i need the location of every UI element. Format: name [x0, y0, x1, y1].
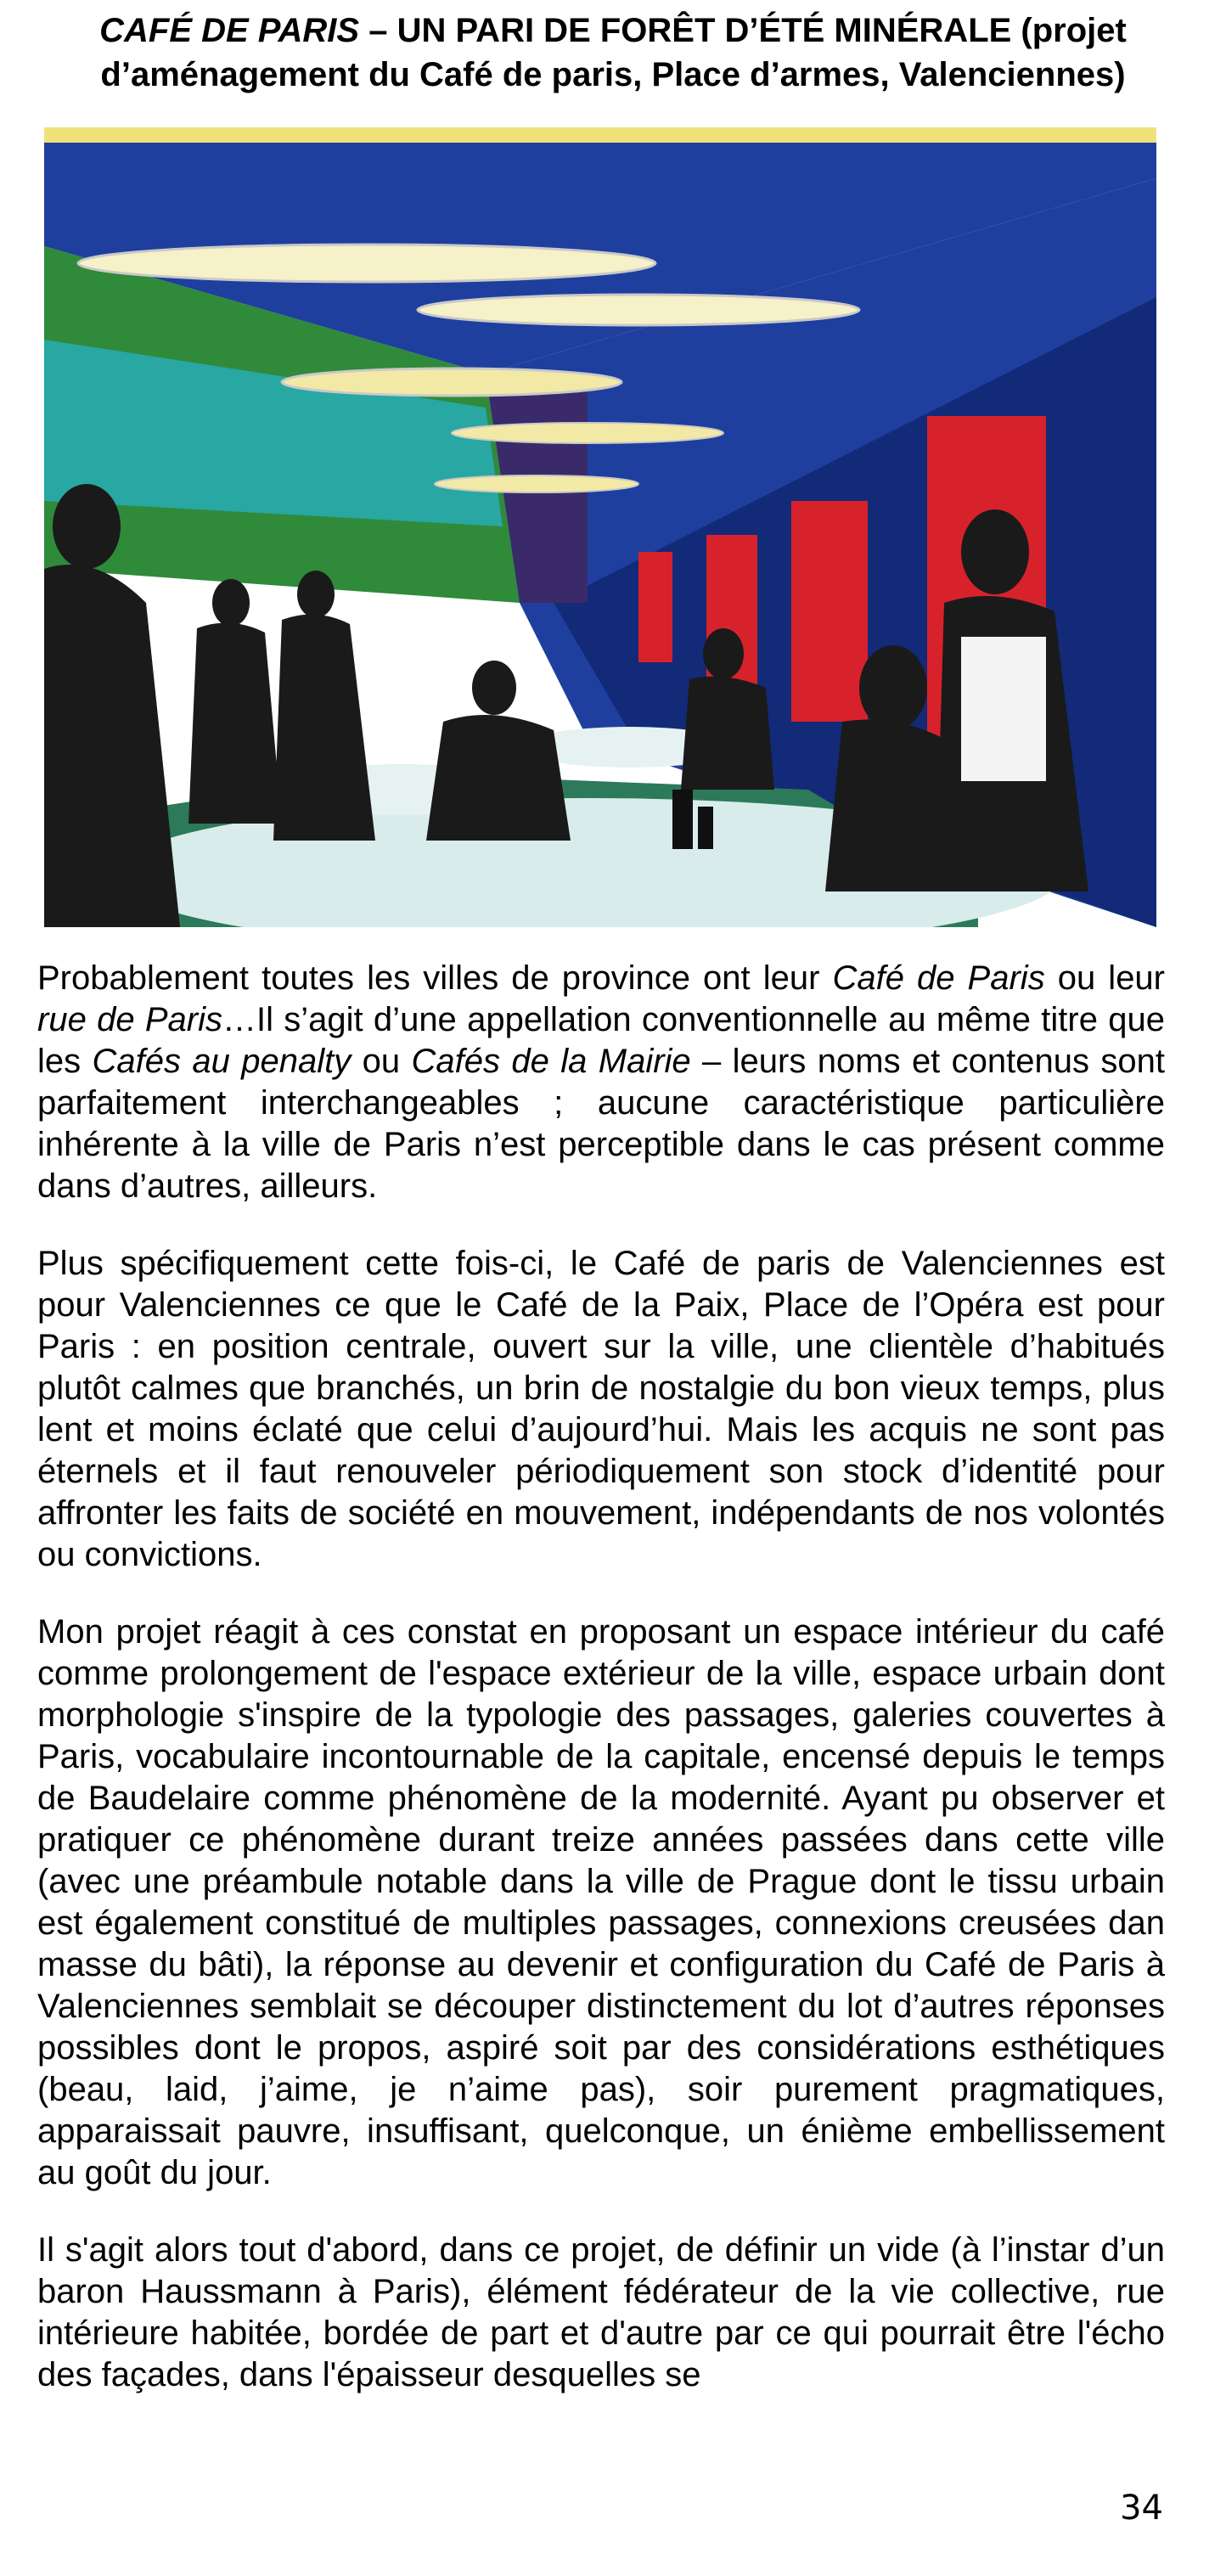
paragraph: [37, 1611, 1165, 2194]
paragraph-text: ou leur: [1044, 959, 1166, 997]
title-dash: –: [359, 12, 397, 49]
ceiling-disc: [282, 368, 621, 396]
paragraph: [37, 2230, 1165, 2396]
paragraph-text: Plus spécifiquement cette fois-ci, le Café de paris de Valenciennes est pour Valenciennes ce que le Café de la Paix, Place de l’Opéra est pour Paris : en position centrale, ouvert sur la ville, une clientèle d’habitués plutôt calmes que branchés, un brin de nostalgie du bon vieux temps, plus lent et moins éclaté que celui d’aujourd’hui. Mais les acquis ne sont pas éternels et il faut renouveler périodiquement son stock d’identité pour affronter les faits de société en mouvement, indépendants de nos volontés ou convictions.: [37, 1245, 1165, 1573]
paragraph-text: – leurs noms et contenus sont parfaitement interchangeables ; aucune caractéristique particulière inhérente à la ville de Paris n’est perceptible dans le cas présent comme dans d’autres, ailleurs.: [37, 1043, 1166, 1205]
paragraph-text: Il s'agit alors tout d'abord, dans ce projet, de définir un vide (à l’instar d’un baron Haussmann à Paris), élément fédérateur de la vie collective, rue intérieure habitée, bordée de part et d'autre par ce qui pourrait être l'écho des façades, dans l'épaisseur desquelles se: [37, 2231, 1165, 2393]
ceiling-disc: [435, 475, 638, 492]
italic-text: Cafés de la Mairie: [411, 1043, 691, 1080]
paragraph: [37, 958, 1165, 1207]
article-body: [37, 958, 1165, 2396]
ceiling-disc: [78, 245, 655, 282]
ceiling-light-strip: [44, 127, 1156, 143]
paragraph-text: …Il s’agit d’une appellation conventionnelle au même titre que les: [37, 1001, 1165, 1080]
italic-text: Café de Paris: [832, 959, 1045, 997]
page-number: 34: [1120, 2489, 1163, 2528]
title-main: UN PARI DE FORÊT D’ÉTÉ MINÉRALE (projet d’aménagement du Café de paris, Place d’armes, Valenciennes): [100, 12, 1127, 93]
red-door: [791, 501, 868, 722]
italic-text: Cafés au penalty: [92, 1043, 351, 1080]
italic-text: rue de Paris: [37, 1001, 222, 1038]
glass: [698, 807, 713, 849]
paragraph-text: Mon projet réagit à ces constat en proposant un espace intérieur du café comme prolongement de l'espace extérieur de la ville, espace urbain dont morphologie s'inspire de la typologie des passages, galeries couvertes à Paris, vocabulaire incontournable de la capitale, encensé depuis le temps de Baudelaire comme phénomène de la modernité. Ayant pu observer et pratiquer ce phénomène durant treize années passées dans cette ville (avec une préambule notable dans la ville de Prague dont le tissu urbain est également constitué de multiples passages, connexions creusées dan masse du bâti), la réponse au devenir et configuration du Café de Paris à Valenciennes semblait se découper distinctement du lot d’autres réponses possibles dont le propos, aspiré soit par des considérations esthétiques (beau, laid, j’aime, je n’aime pas), soir purement pragmatiques, apparaissait pauvre, insuffisant, quelconque, un énième embellissement au goût du jour.: [37, 1613, 1165, 2191]
ceiling-disc: [418, 295, 859, 325]
bottle: [672, 790, 693, 849]
paragraph-text: ou: [351, 1043, 412, 1080]
ceiling-disc: [452, 423, 723, 443]
paragraph: [37, 1243, 1165, 1576]
red-door: [638, 552, 672, 662]
paragraph-text: Probablement toutes les villes de province ont leur: [37, 959, 833, 997]
collage-illustration-icon: [44, 127, 1156, 927]
cafe-interior-illustration: [44, 127, 1156, 927]
title-cafe-name: CAFÉ DE PARIS: [99, 12, 360, 49]
white-shirt: [961, 637, 1046, 781]
page-title: [34, 8, 1192, 97]
